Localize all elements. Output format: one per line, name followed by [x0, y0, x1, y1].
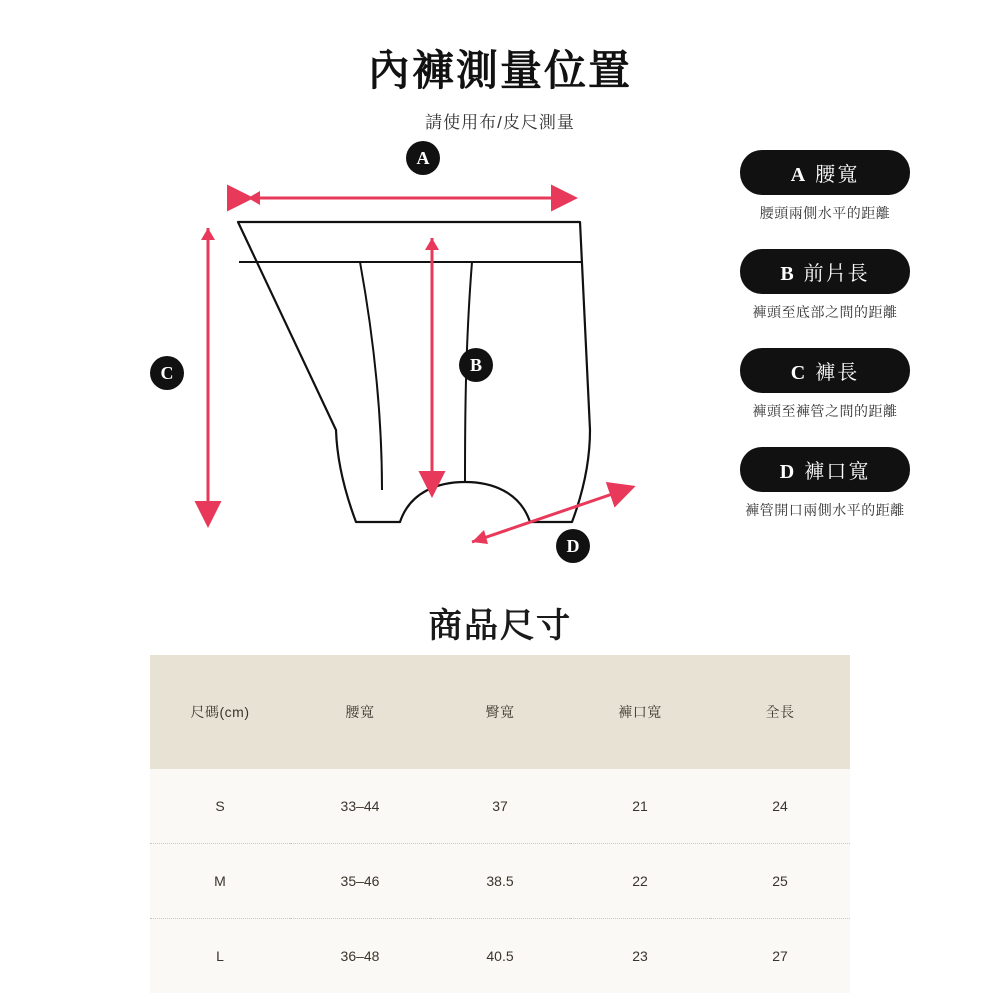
table-header-row: [150, 655, 850, 769]
cell-hip: 38.5: [430, 844, 570, 919]
legend-letter-b: B: [780, 263, 796, 285]
legend-letter-d: D: [779, 461, 797, 483]
page-subtitle: 請使用布/皮尺測量: [425, 113, 575, 132]
cell-hip: 37: [430, 769, 570, 844]
cell-waist: 33–44: [290, 769, 430, 844]
cell-leg-opening: 21: [570, 769, 710, 844]
column-header-hip: 臀寬: [430, 655, 570, 769]
legend-pill-b: [740, 249, 910, 294]
cell-length: 25: [710, 844, 850, 919]
column-header-waist: 腰寬: [290, 655, 430, 769]
cell-length: 24: [710, 769, 850, 844]
legend-item-b: [660, 249, 990, 322]
legend-item-d: [660, 447, 990, 520]
legend-label-a: 腰寬: [815, 164, 860, 186]
legend-desc-c: 褲頭至褲管之間的距離: [752, 403, 898, 419]
page-title: 內褲測量位置: [367, 47, 632, 94]
arrow-d: [472, 488, 630, 542]
legend-desc-b: 褲頭至底部之間的距離: [752, 304, 898, 320]
legend-letter-c: C: [790, 362, 808, 384]
garment-outline: [238, 222, 590, 522]
size-section-title: 商品尺寸: [428, 607, 572, 645]
size-table-head: [150, 655, 850, 769]
marker-c-badge: C: [150, 356, 184, 390]
legend-pill-c: [740, 348, 910, 393]
legend-item-c: [660, 348, 990, 421]
legend-desc-d: 褲管開口兩側水平的距離: [745, 502, 905, 518]
legend-letter-a: A: [790, 164, 808, 186]
underwear-illustration: [120, 130, 680, 570]
cell-leg-opening: 23: [632, 948, 648, 964]
column-header-size: 尺碼(cm): [150, 655, 290, 769]
table-row: [150, 844, 850, 919]
legend-label-d: 褲口寬: [804, 461, 871, 483]
marker-b-badge: B: [459, 348, 493, 382]
cell-size: S: [150, 769, 290, 844]
legend-desc-a: 腰頭兩側水平的距離: [759, 205, 891, 221]
cell-length: 27: [772, 948, 788, 964]
size-table-body: [150, 769, 850, 993]
marker-a-badge: A: [406, 141, 440, 175]
cell-waist: 36–48: [340, 948, 380, 964]
legend-item-a: [660, 150, 990, 223]
legend-list: [660, 150, 990, 546]
table-row: [150, 919, 850, 994]
legend-label-c: 褲長: [815, 362, 860, 384]
cell-size: M: [150, 844, 290, 919]
column-header-leg-opening: 褲口寬: [570, 655, 710, 769]
table-row: [150, 769, 850, 844]
legend-pill-a: [740, 150, 910, 195]
left-leg-seam: [360, 262, 382, 490]
legend-label-b: 前片長: [803, 263, 870, 285]
size-table-container: [150, 655, 850, 993]
cell-size: L: [216, 948, 224, 964]
cell-waist: 35–46: [290, 844, 430, 919]
cell-leg-opening: 22: [570, 844, 710, 919]
size-table: [150, 655, 850, 993]
column-header-length: 全長: [710, 655, 850, 769]
legend-pill-d: [740, 447, 910, 492]
cell-hip: 40.5: [486, 948, 514, 964]
measurement-diagram: [120, 130, 680, 570]
marker-d-badge: D: [556, 529, 590, 563]
